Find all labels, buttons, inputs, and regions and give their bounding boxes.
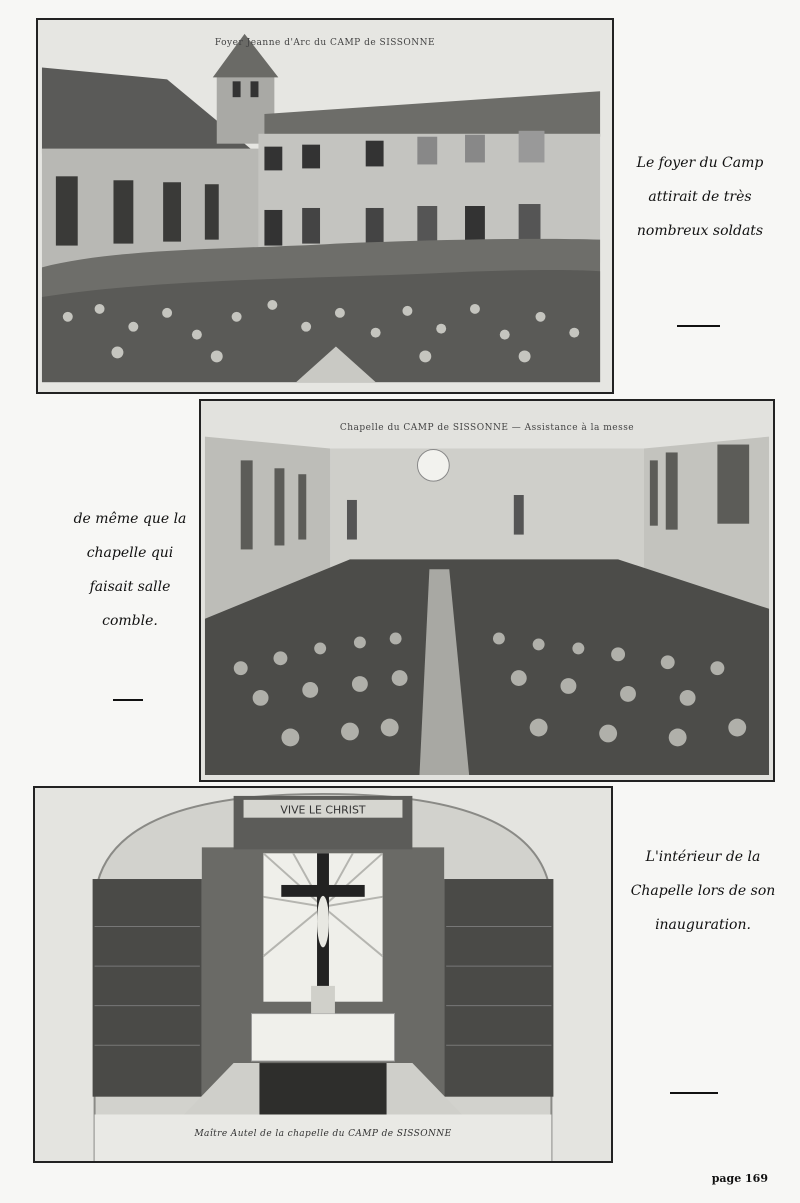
page-number: page 169 bbox=[711, 1172, 768, 1185]
photo-foyer-courtyard bbox=[36, 18, 614, 394]
side-text-line: Le foyer du Camp bbox=[636, 155, 764, 171]
altar-crucifix-photo bbox=[35, 788, 611, 1161]
divider-rule bbox=[677, 325, 720, 327]
photo-caption: Maître Autel de la chapelle du CAMP de SISSONNE bbox=[194, 1129, 452, 1139]
photo-main-altar bbox=[33, 786, 613, 1163]
side-text-line: nombreux soldats bbox=[636, 223, 764, 239]
side-text-line: inauguration. bbox=[655, 917, 751, 933]
side-text-foyer bbox=[618, 146, 782, 248]
side-text-line: comble. bbox=[102, 613, 158, 629]
side-text-chapel bbox=[50, 502, 210, 638]
chapel-congregation-photo bbox=[201, 401, 773, 780]
side-text-line: attirait de très bbox=[648, 189, 752, 205]
photo-caption: Chapelle du CAMP de SISSONNE — Assistance à la messe bbox=[339, 423, 635, 433]
side-text-line: chapelle qui bbox=[86, 545, 174, 561]
side-text-line: faisait salle bbox=[89, 579, 171, 595]
side-text-line: L'intérieur de la bbox=[645, 849, 761, 865]
divider-rule bbox=[670, 1092, 718, 1094]
side-text-line: de même que la bbox=[73, 511, 187, 527]
divider-rule bbox=[113, 699, 143, 701]
side-text-interior bbox=[614, 840, 792, 942]
photo-caption: Foyer Jeanne d'Arc du CAMP de SISSONNE bbox=[214, 38, 436, 48]
photo-chapel-mass bbox=[199, 399, 775, 782]
altar-banner-text: VIVE LE CHRIST bbox=[280, 803, 366, 817]
side-text-line: Chapelle lors de son bbox=[630, 883, 776, 899]
courtyard-crowd-photo bbox=[38, 20, 612, 392]
